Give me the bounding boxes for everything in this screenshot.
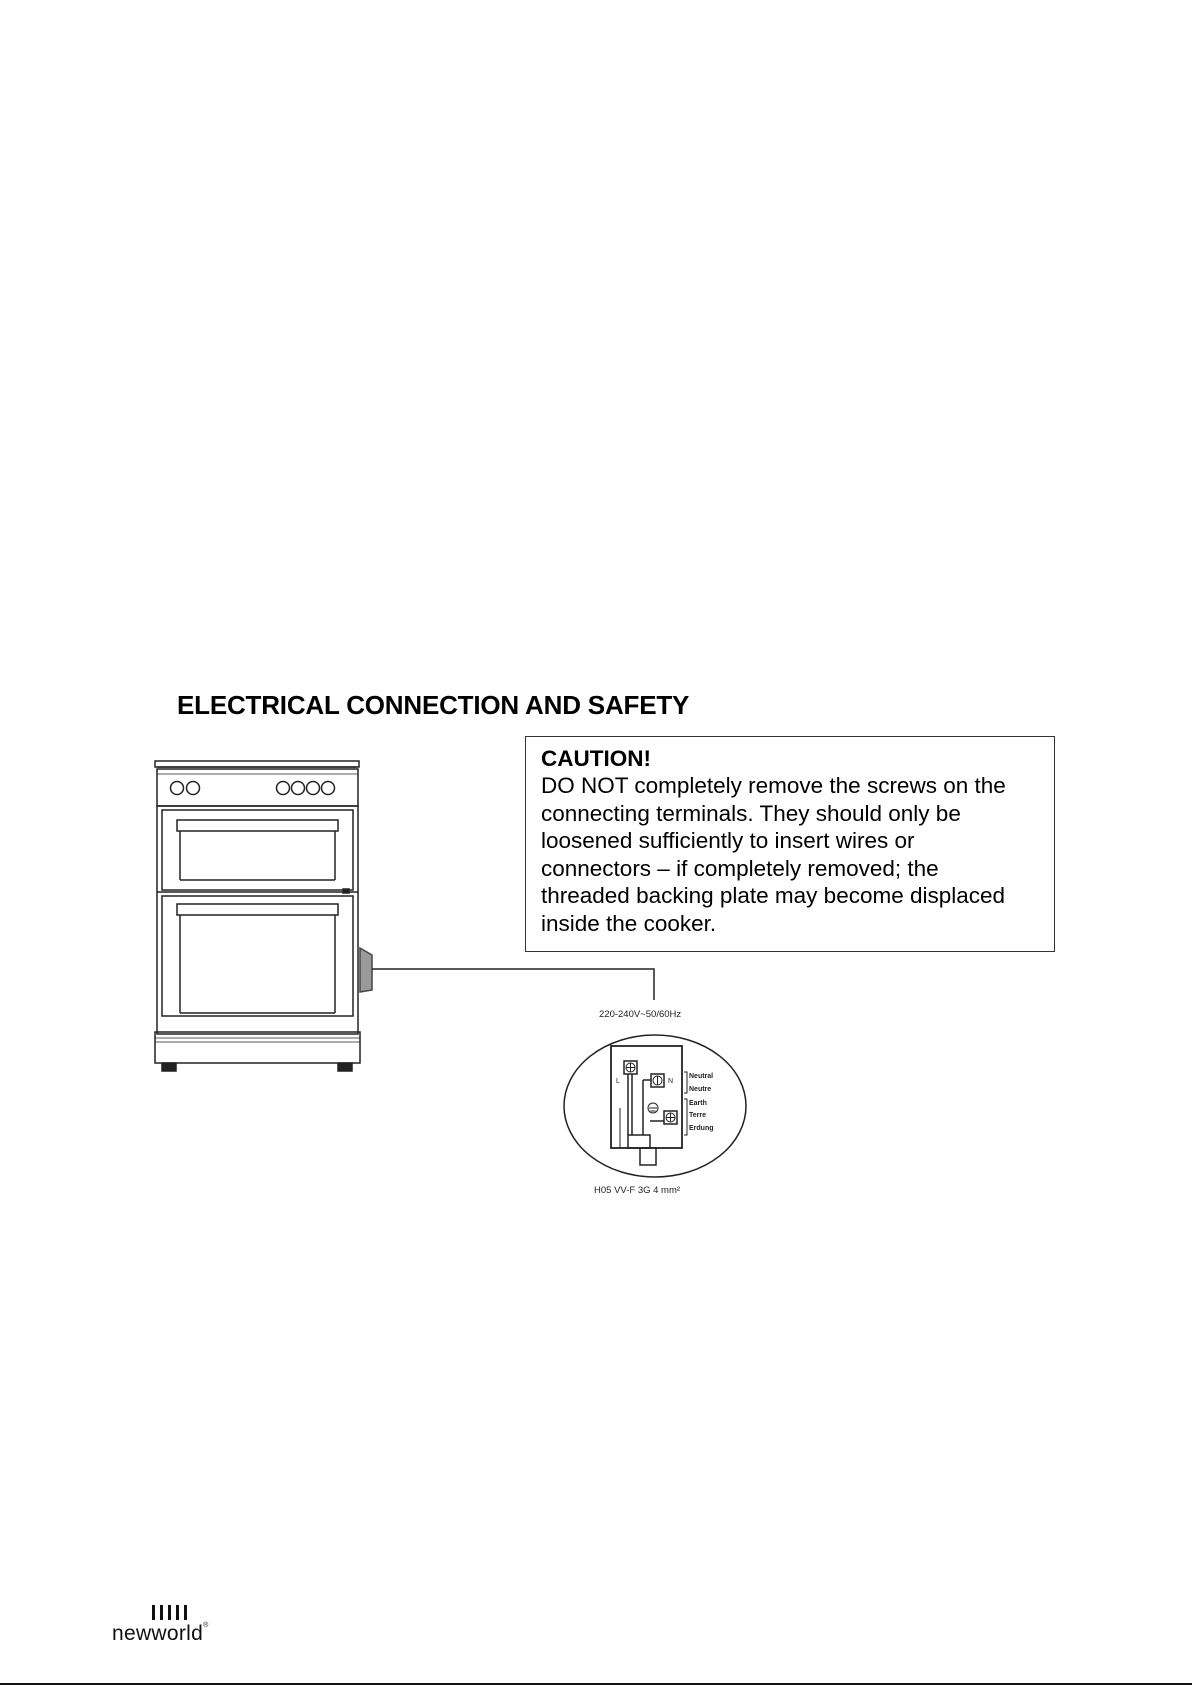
caution-line: threaded backing plate may become displaced <box>541 883 1006 908</box>
terminal-n-label: N <box>668 1078 674 1085</box>
earth-label: Erdung <box>689 1125 714 1132</box>
caution-line: DO NOT completely remove the screws on the <box>541 773 1006 798</box>
terminal-l-label: L <box>616 1078 620 1085</box>
logo-text: newworld® <box>112 1622 209 1645</box>
control-knob-icon <box>171 782 184 795</box>
control-knob-icon <box>307 782 320 795</box>
neutral-label: Neutre <box>689 1086 712 1093</box>
terminal-block-detail <box>564 1035 746 1177</box>
cooker-illustration <box>155 761 372 1071</box>
caution-title: CAUTION! <box>541 746 651 771</box>
brand-logo <box>112 1605 242 1650</box>
page-heading: ELECTRICAL CONNECTION AND SAFETY <box>177 690 690 720</box>
control-knob-icon <box>187 782 200 795</box>
caution-line: inside the cooker. <box>541 910 717 936</box>
voltage-label: 220-240V~50/60Hz <box>599 1009 682 1020</box>
caution-line: connecting terminals. They should only be <box>541 800 961 826</box>
control-knob-icon <box>322 782 335 795</box>
control-knob-icon <box>277 782 290 795</box>
earth-label: Earth <box>689 1100 707 1107</box>
neutral-label: Neutral <box>689 1073 714 1080</box>
caution-line: loosened sufficiently to insert wires or <box>541 828 915 853</box>
supply-cable-line <box>372 969 654 1000</box>
caution-line: connectors – if completely removed; the <box>541 855 939 881</box>
control-knob-icon <box>292 782 305 795</box>
earth-label: Terre <box>689 1112 706 1119</box>
cable-spec-label: H05 VV-F 3G 4 mm² <box>594 1185 681 1196</box>
logo-bars-icon <box>152 1605 187 1620</box>
